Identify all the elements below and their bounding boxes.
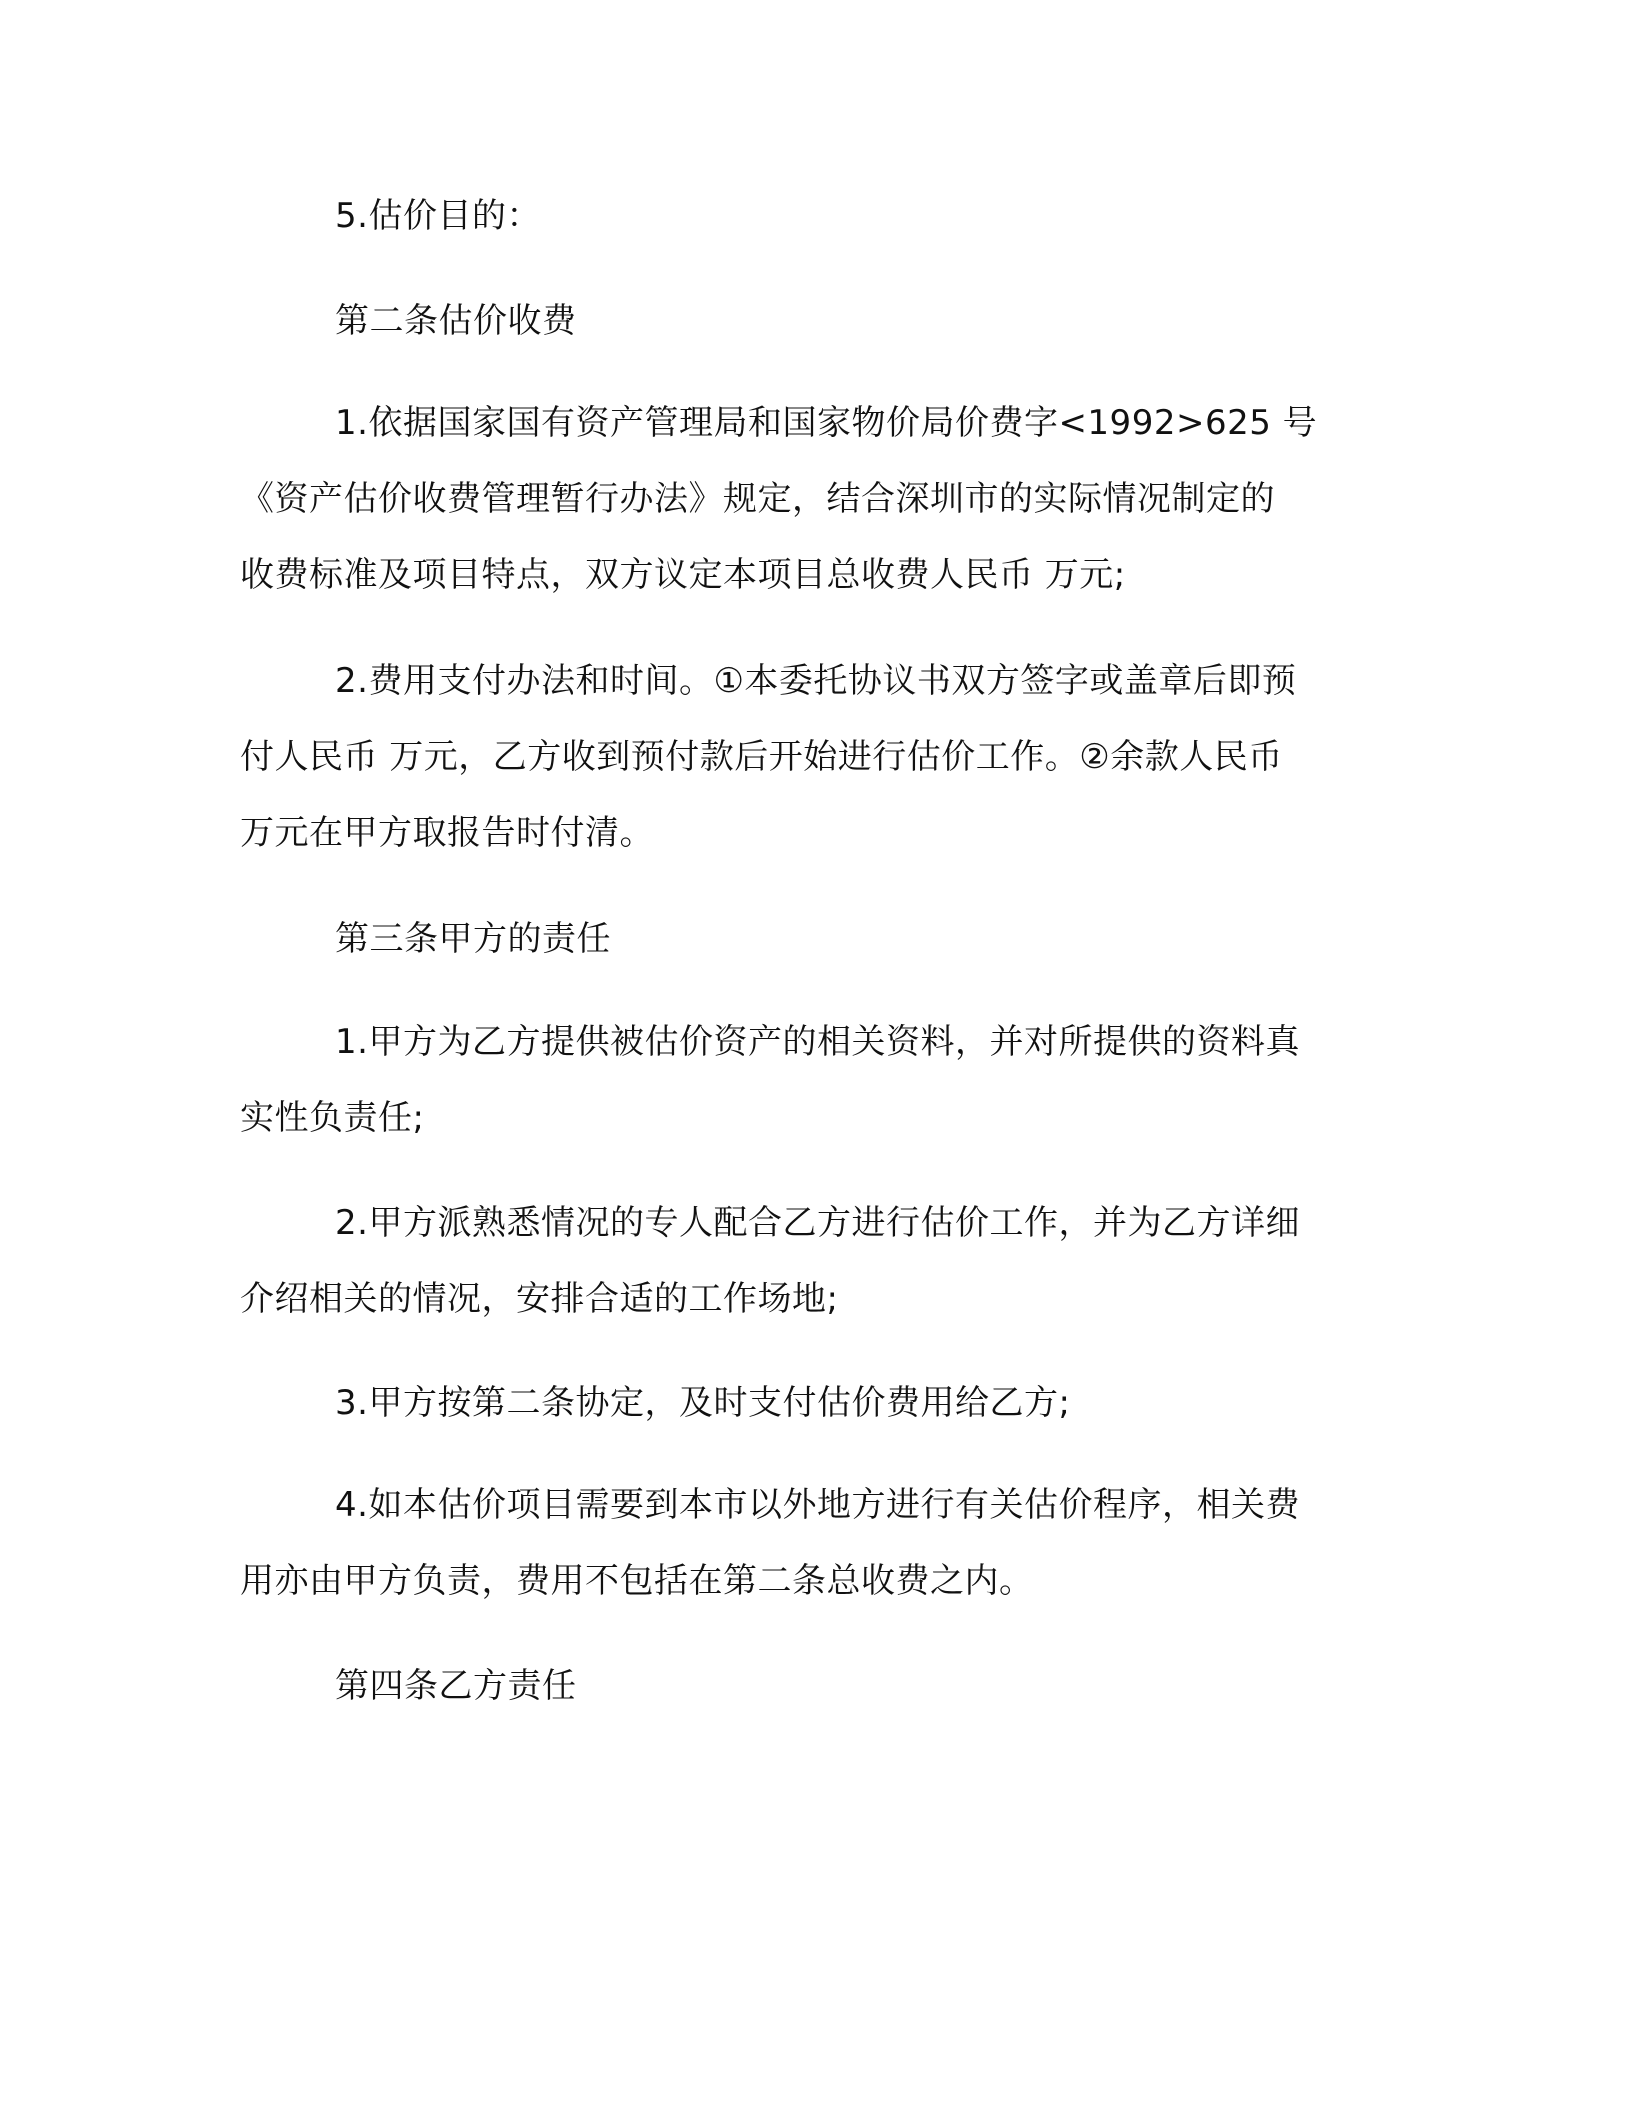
- text-line: 《资产估价收费管理暂行办法》规定，结合深圳市的实际情况制定的: [240, 479, 1275, 519]
- text-line: 1.依据国家国有资产管理局和国家物价局价费字<1992>625 号: [335, 403, 1318, 443]
- text-line: 万元在甲方取报告时付清。: [240, 813, 654, 853]
- payment-paragraph: [240, 643, 1370, 871]
- party-a-duty-3: [240, 1365, 1370, 1441]
- text-line: 用亦由甲方负责，费用不包括在第二条总收费之内。: [240, 1561, 1034, 1601]
- heading-line: 第二条估价收费: [335, 301, 577, 341]
- article-2-heading: [240, 283, 1370, 359]
- heading-line: 第四条乙方责任: [335, 1666, 577, 1706]
- article-3-heading: [240, 901, 1370, 977]
- text-line: 实性负责任;: [240, 1098, 425, 1138]
- fee-basis-paragraph: [240, 385, 1370, 613]
- party-a-duty-1: [240, 1004, 1370, 1156]
- text-line: 2.甲方派熟悉情况的专人配合乙方进行估价工作，并为乙方详细: [335, 1203, 1300, 1243]
- text-line: 1.甲方为乙方提供被估价资产的相关资料，并对所提供的资料真: [335, 1022, 1300, 1062]
- party-a-duty-2: [240, 1185, 1370, 1337]
- text-line: 介绍相关的情况，安排合适的工作场地;: [240, 1279, 839, 1319]
- text-line: 付人民币 万元，乙方收到预付款后开始进行估价工作。②余款人民币: [240, 737, 1283, 777]
- text-line: 5.估价目的：: [335, 196, 541, 236]
- article-4-heading: [240, 1648, 1370, 1724]
- text-line: 收费标准及项目特点，双方议定本项目总收费人民币 万元;: [240, 555, 1126, 595]
- purpose-item: [240, 178, 1370, 254]
- heading-line: 第三条甲方的责任: [335, 919, 611, 959]
- party-a-duty-4: [240, 1467, 1370, 1619]
- text-line: 3.甲方按第二条协定，及时支付估价费用给乙方;: [335, 1383, 1071, 1423]
- text-line: 2.费用支付办法和时间。①本委托协议书双方签字或盖章后即预: [335, 661, 1297, 701]
- text-line: 4.如本估价项目需要到本市以外地方进行有关估价程序，相关费: [335, 1485, 1300, 1525]
